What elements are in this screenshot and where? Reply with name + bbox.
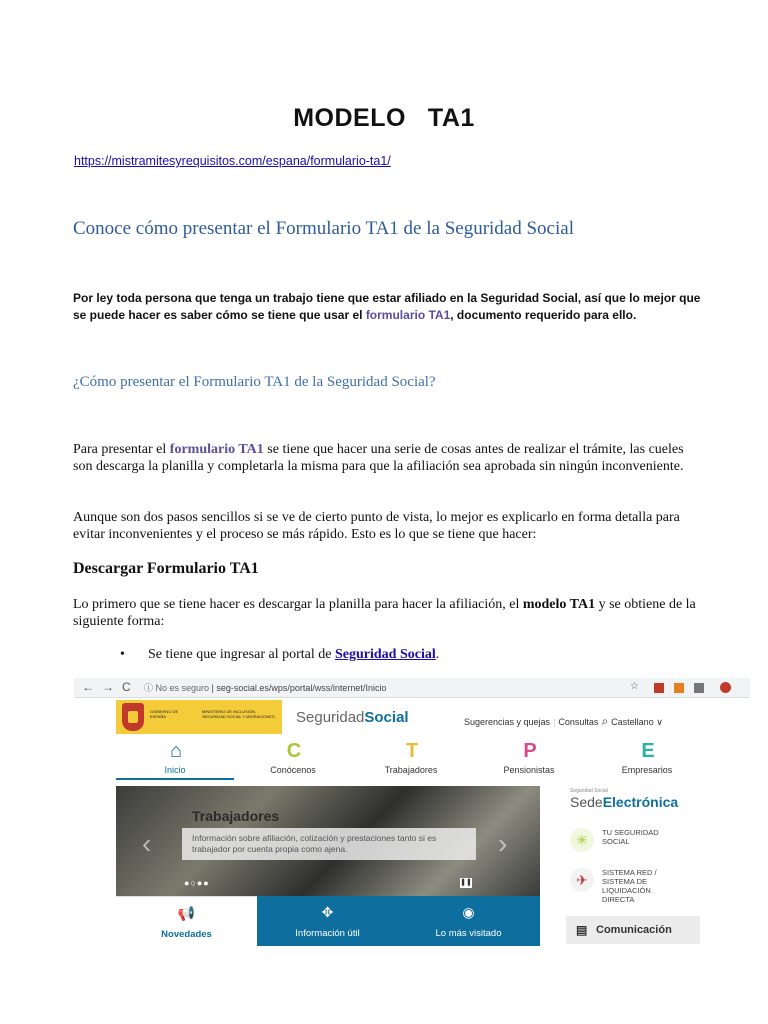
menu-conocenos — [234, 738, 352, 780]
bullet-text — [148, 647, 439, 663]
carousel-text: Información sobre afiliación, cotización y prestaciones tanto si es trabajador por cuenta propia como ajena. — [182, 828, 476, 860]
sede-electronica-panel — [570, 788, 750, 946]
tu-seguridad-social-item — [570, 826, 750, 856]
seguridad-social-brand — [296, 709, 409, 726]
move-icon: ✥ — [321, 904, 334, 920]
p3-part1: Lo primero que se tiene hacer es descargar la planilla para hacer la afiliación, el — [73, 597, 523, 612]
lead-paragraph — [73, 290, 713, 324]
document-title — [0, 104, 768, 133]
lead-part2: , documento requerido para ello. — [450, 308, 637, 322]
lead-part1: Por ley toda persona que tenga un trabajo tiene que estar afiliado en la Seguridad Social, así que lo mejor que se puede hacer es saber cómo se tiene que usar el — [73, 291, 701, 322]
extension-icon-2 — [694, 683, 704, 693]
menu-inicio — [116, 738, 234, 780]
heading-conoce: Conoce cómo presentar el Formulario TA1 de la Seguridad Social — [73, 218, 574, 239]
lead-keyword: formulario TA1 — [365, 308, 451, 322]
sede-small-label: Seguridad Social — [570, 788, 608, 794]
paragraph-aunque: Aunque son dos pasos sencillos si se ve de cierto punto de vista, lo mejor es explicarlo en forma detalla para evitar inconvenientes y el proceso se más rápido. Esto es lo que se tiene que hacer: — [73, 510, 680, 542]
seguridad-social-link[interactable]: Seguridad Social — [334, 647, 436, 662]
carousel-caption — [182, 796, 476, 860]
sede-item-label: TU SEGURIDAD SOCIAL — [602, 828, 659, 846]
megaphone-icon: 📢 — [177, 905, 196, 921]
menu-label: Conócenos — [270, 765, 316, 775]
sugerencias-link: Sugerencias y quejas — [464, 717, 551, 727]
language-selector: Castellano ∨ — [611, 717, 663, 727]
gobierno-text: GOBIERNO DE ESPAÑA — [150, 709, 179, 719]
source-link[interactable]: https://mistramitesyrequisitos.com/espana/formulario-ta1/ — [74, 154, 391, 168]
trabajadores-icon: T — [405, 740, 419, 762]
tu-seguridad-social-icon: ✳ — [570, 828, 594, 852]
bullet-end: . — [435, 647, 440, 662]
government-logo — [116, 700, 282, 734]
p3-keyword: modelo TA1 — [522, 597, 596, 612]
pause-icon: ❚❚ — [460, 879, 472, 886]
pensionistas-icon: P — [523, 740, 537, 762]
menu-trabajadores — [352, 738, 470, 780]
sistema-red-item — [570, 866, 750, 904]
p1-part1: Para presentar el — [73, 442, 170, 457]
p1-keyword: formulario TA1 — [169, 442, 264, 457]
tile-label: Información útil — [295, 928, 360, 939]
eye-icon: ◉ — [462, 904, 475, 920]
menu-label: Empresarios — [621, 765, 673, 775]
tile-label: Novedades — [161, 929, 212, 940]
p3-part2: y se obtiene de la siguiente forma: — [73, 597, 696, 629]
brand-bold: Social — [364, 709, 409, 726]
security-indicator: ⓘ No es seguro — [144, 683, 210, 693]
ministerio-text: MINISTERIO DE INCLUSIÓN, SEGURIDAD SOCIAL Y MIGRACIONES — [202, 709, 275, 719]
portal-screenshot — [74, 678, 750, 946]
title-word-modelo: MODELO — [293, 104, 406, 132]
tile-label: Lo más visitado — [435, 928, 502, 939]
sede-title — [570, 794, 678, 810]
extension-icon — [674, 683, 684, 693]
lo-mas-visitado-tile — [398, 896, 540, 946]
address-url: seg-social.es/wps/portal/wss/internet/Inicio — [216, 683, 387, 693]
home-icon: ⌂ — [169, 740, 183, 762]
hero-carousel — [116, 786, 540, 896]
browser-toolbar — [74, 678, 750, 698]
carousel-prev-icon: ‹ — [142, 828, 152, 859]
back-icon: ← — [82, 680, 94, 694]
empresarios-icon: E — [641, 740, 655, 762]
comunicacion-icon: ▤ — [576, 923, 588, 937]
quick-nav — [116, 896, 540, 946]
link-separator: | — [553, 717, 556, 727]
sede-title-bold: Electrónica — [602, 794, 679, 810]
top-links — [464, 714, 663, 729]
informacion-util-tile — [257, 896, 398, 946]
bullet-text-part: Se tiene que ingresar al portal de — [148, 647, 335, 662]
brand-light: Seguridad — [296, 709, 365, 726]
reload-icon: C — [122, 680, 131, 694]
sede-title-light: Sede — [570, 794, 603, 810]
novedades-tile — [116, 896, 257, 946]
paragraph-lo-primero — [73, 596, 703, 630]
paragraph-presentar — [73, 441, 703, 475]
portal-header — [116, 700, 750, 734]
consultas-link: Consultas — [558, 717, 599, 727]
p1-part2: se tiene que hacer una serie de cosas antes de realizar el trámite, las cueles son descarga la planilla y completarla la misma para que la afiliación sea aprobada sin ningún inconveniente. — [73, 442, 684, 474]
menu-label: Pensionistas — [503, 765, 555, 775]
heading-como-presentar: ¿Cómo presentar el Formulario TA1 de la Seguridad Social? — [73, 374, 436, 390]
sistema-red-icon: ✈ — [570, 868, 594, 892]
title-word-ta1: TA1 — [427, 104, 475, 132]
conocenos-icon: C — [286, 740, 302, 762]
comunicacion-box — [566, 916, 700, 944]
menu-pensionistas — [470, 738, 588, 780]
carousel-title: Trabajadores — [192, 808, 280, 824]
menu-empresarios — [588, 738, 706, 780]
record-icon — [720, 682, 731, 693]
menu-label: Trabajadores — [384, 765, 438, 775]
heading-descargar: Descargar Formulario TA1 — [73, 560, 259, 577]
forward-icon: → — [102, 680, 114, 694]
menu-label: Inicio — [164, 765, 186, 775]
carousel-dots: ●○●● — [184, 878, 210, 888]
star-icon: ☆ — [630, 681, 639, 692]
search-icon: ⌕ — [601, 714, 609, 728]
sede-item-label: SISTEMA RED / SISTEMA DE LIQUIDACIÓN DIRECTA — [602, 868, 657, 904]
comunicacion-label: Comunicación — [596, 924, 672, 936]
pdf-extension-icon — [654, 683, 664, 693]
address-bar: ⓘ No es seguro | seg-social.es/wps/portal/wss/internet/Inicio — [144, 683, 387, 693]
bullet-dot: • — [120, 647, 125, 662]
coat-of-arms-icon — [122, 703, 144, 731]
carousel-next-icon: › — [498, 828, 508, 859]
portal-menu — [116, 738, 750, 780]
